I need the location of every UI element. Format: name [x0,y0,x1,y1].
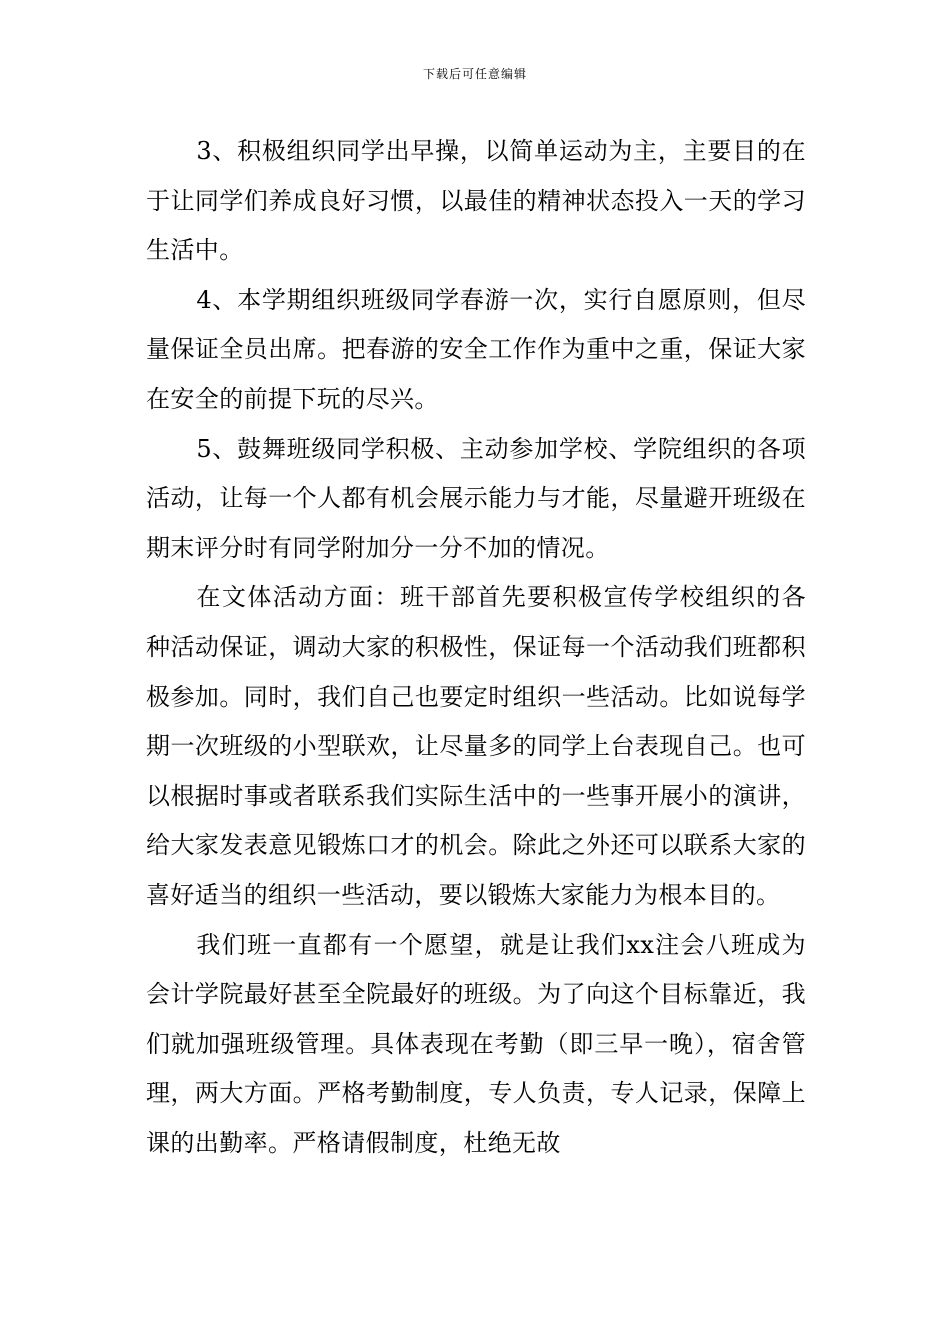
document-body [146,127,806,1168]
page-header: 下载后可任意编辑 [422,67,527,81]
paragraph-item-4: 4、本学期组织班级同学春游一次，实行自愿原则，但尽量保证全员出席。把春游的安全工作作为重中之重，保证大家在安全的前提下玩的尽兴。 [146,285,806,413]
paragraph-class-goal: 我们班一直都有一个愿望，就是让我们xx注会八班成为会计学院最好甚至全院最好的班级。为了向这个目标靠近，我们就加强班级管理。具体表现在考勤（即三早一晚），宿舍管理，两大方面。严格考勤制度，专人负责，专人记录，保障上课的出勤率。严格请假制度，杜绝无故 [146,930,806,1157]
paragraph-sports-activities: 在文体活动方面：班干部首先要积极宣传学校组织的各种活动保证，调动大家的积极性，保证每一个活动我们班都积极参加。同时，我们自己也要定时组织一些活动。比如说每学期一次班级的小型联欢，让尽量多的同学上台表现自己。也可以根据时事或者联系我们实际生活中的一些事开展小的演讲，给大家发表意见锻炼口才的机会。除此之外还可以联系大家的喜好适当的组织一些活动，要以锻炼大家能力为根本目的。 [146,583,806,909]
paragraph-item-5: 5、鼓舞班级同学积极、主动参加学校、学院组织的各项活动，让每一个人都有机会展示能力与才能，尽量避开班级在期末评分时有同学附加分一分不加的情况。 [146,434,806,562]
paragraph-item-3: 3、积极组织同学出早操，以简单运动为主，主要目的在于让同学们养成良好习惯，以最佳的精神状态投入一天的学习生活中。 [146,137,806,265]
